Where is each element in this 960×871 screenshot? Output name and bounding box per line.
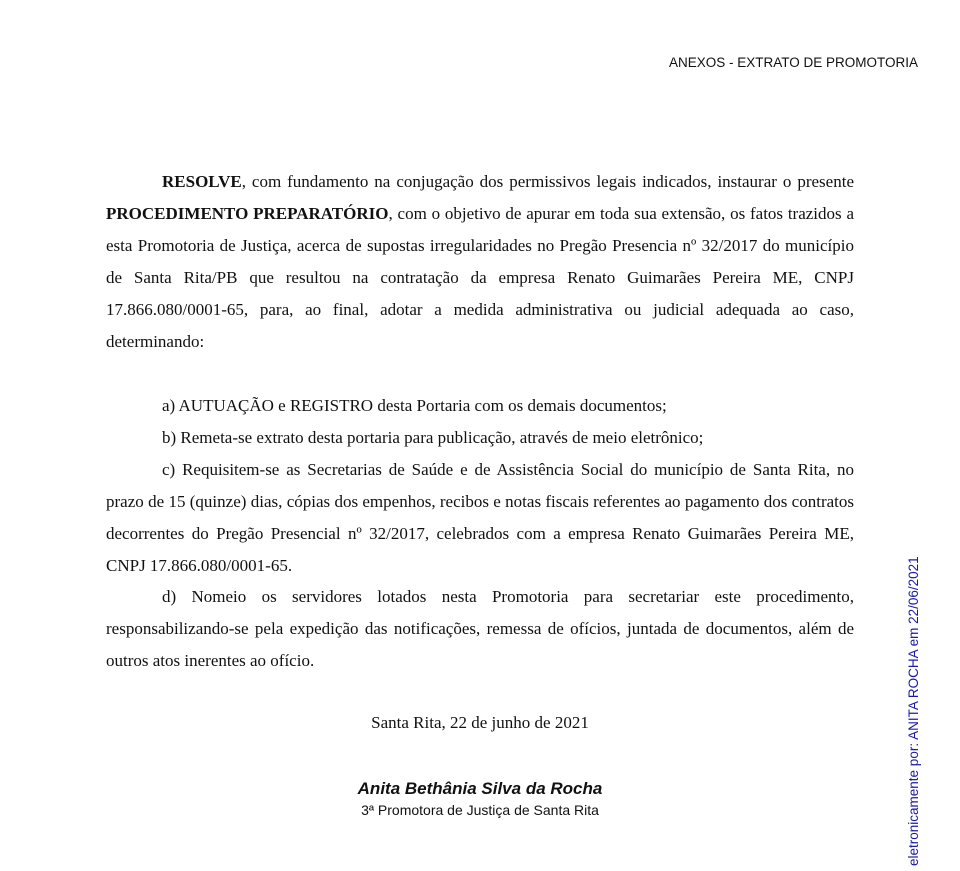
determination-d: d) Nomeio os servidores lotados nesta Promotoria para secretariar este procedimento, responsabilizando-se pela expedição das notificações, remessa de ofícios, juntada de documentos, além de outros atos inerentes ao ofício. — [106, 587, 854, 671]
signatory-name: Anita Bethânia Silva da Rocha — [357, 779, 603, 798]
procedure-type: PROCEDIMENTO PREPARATÓRIO — [106, 203, 389, 223]
place-date: Santa Rita, 22 de junho de 2021 — [371, 713, 589, 732]
determination-a: a) AUTUAÇÃO e REGISTRO desta Portaria com os demais documentos; — [162, 396, 667, 415]
determinations-list — [106, 390, 854, 677]
determination-c: c) Requisitem-se as Secretarias de Saúde e de Assistência Social do município de Santa Rita, no prazo de 15 (quinze) dias, cópias dos empenhos, recibos e notas fiscais referentes ao pagamento dos contratos decorrentes do Pregão Presencial nº 32/2017, celebrados com a empresa Renato Guimarães Pereira ME, CNPJ 17.866.080/0001-65. — [106, 459, 854, 575]
document-header: ANEXOS - EXTRATO DE PROMOTORIA — [668, 55, 918, 70]
resolve-text-2: , com o objetivo de apurar em toda sua extensão, os fatos trazidos a esta Promotoria de Justiça, acerca de supostas irregularidades no Pregão Presencia nº 32/2017 do município de Santa Rita/PB que resultou na contratação da empresa Renato Guimarães Pereira ME, CNPJ 17.866.080/0001-65, para, ao final, adotar a medida administrativa ou judicial adequada ao caso, determinando: — [106, 203, 854, 351]
resolve-lead: RESOLVE — [162, 172, 242, 191]
signatory-role: 3ª Promotora de Justiça de Santa Rita — [361, 802, 599, 818]
resolve-text-1: , com fundamento na conjugação dos permissivos legais indicados, instaurar o presente — [241, 172, 854, 191]
resolve-paragraph — [106, 166, 854, 357]
electronic-signature-stamp: eletronicamente por: ANITA ROCHA em 22/06/2021 — [906, 556, 921, 866]
determination-b: b) Remeta-se extrato desta portaria para publicação, através de meio eletrônico; — [162, 427, 704, 447]
